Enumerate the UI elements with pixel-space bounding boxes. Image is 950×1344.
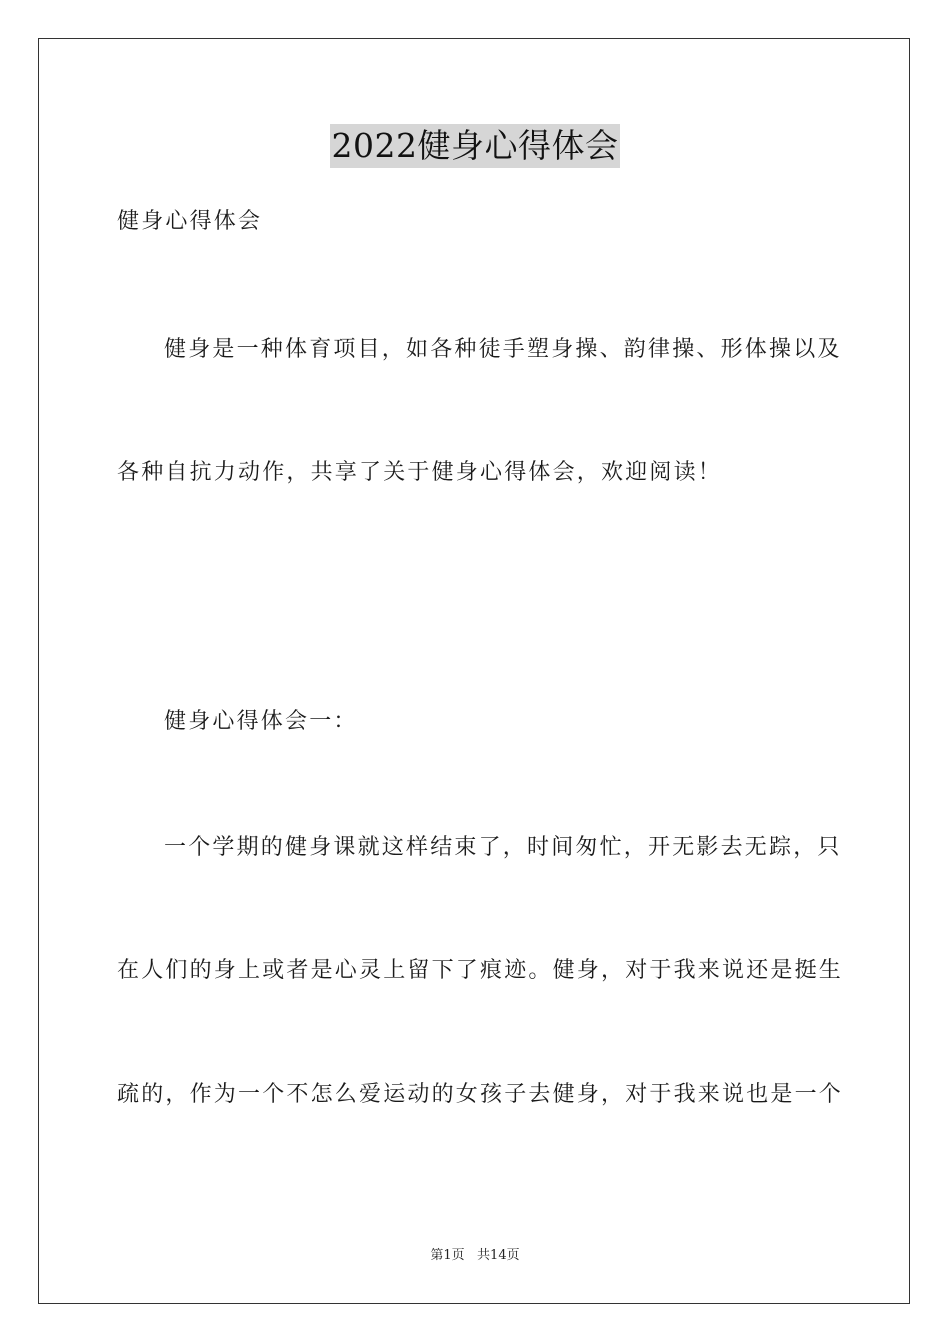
document-subtitle: 健身心得体会 — [117, 209, 263, 234]
paragraph-line: 在人们的身上或者是心灵上留下了痕迹。健身，对于我来说还是挺生 — [117, 958, 844, 983]
paragraph-line: 一个学期的健身课就这样结束了，时间匆忙，开无影去无踪，只 — [164, 835, 842, 860]
paragraph-line: 各种自抗力动作，共享了关于健身心得体会，欢迎阅读！ — [117, 460, 723, 485]
paragraph-line: 健身是一种体育项目，如各种徒手塑身操、韵律操、形体操以及 — [164, 337, 842, 362]
page-footer: 第1页 共14页 — [430, 1248, 520, 1263]
title-container — [0, 124, 950, 168]
section-heading: 健身心得体会一： — [164, 709, 358, 734]
document-title: 2022健身心得体会 — [330, 124, 621, 168]
paragraph-line: 疏的，作为一个不怎么爱运动的女孩子去健身，对于我来说也是一个 — [117, 1082, 844, 1107]
